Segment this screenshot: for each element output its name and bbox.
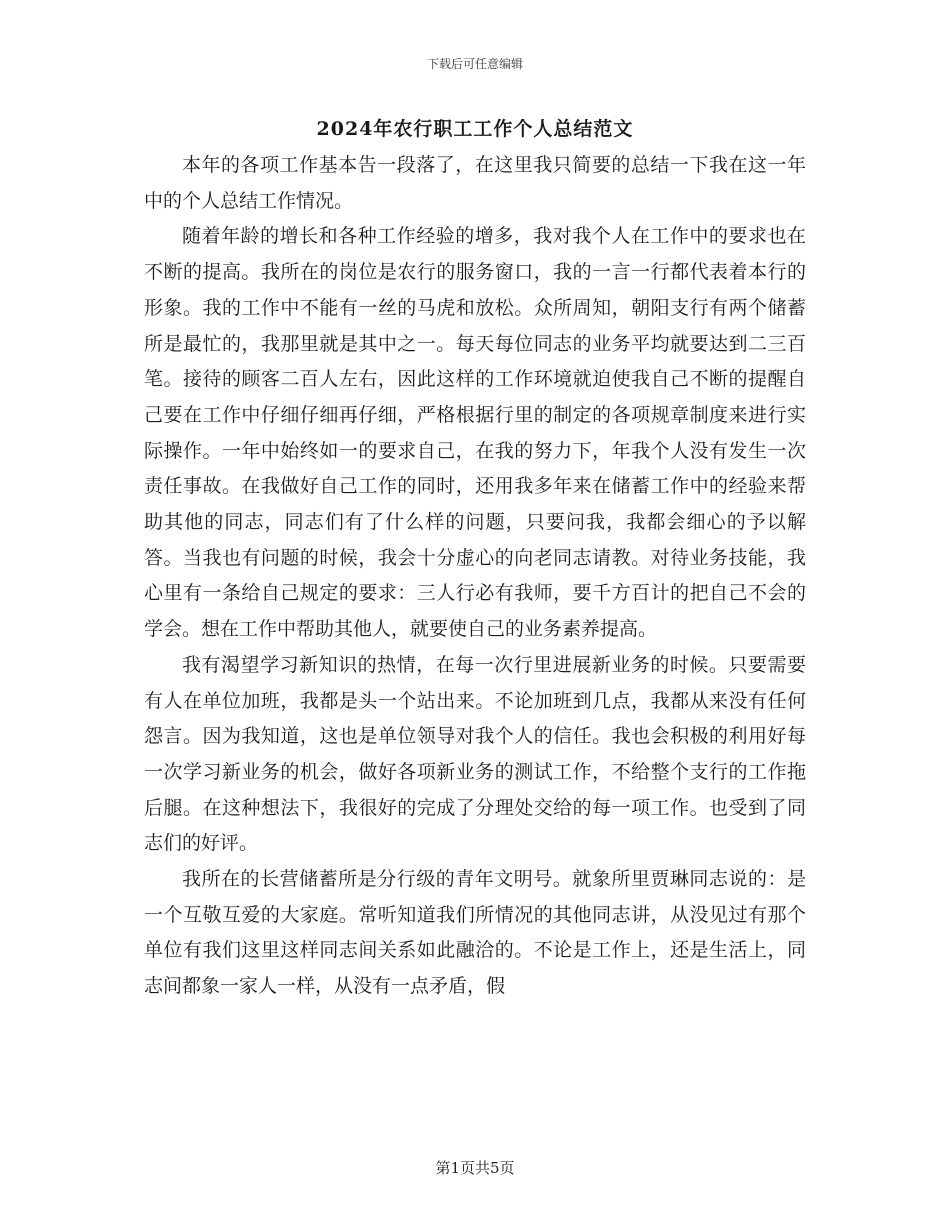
page-header-note: 下载后可任意编辑 — [426, 57, 523, 71]
paragraph-team: 我所在的长营储蓄所是分行级的青年文明号。就象所里贾琳同志说的：是一个互敬互爱的大家庭。常听知道我们所情况的其他同志讲，从没见过有那个单位有我们这里这样同志间关系如此融洽的。不论是工作上，还是生活上，同志间都象一家人一样，从没有一点矛盾，假 — [144, 868, 806, 998]
paragraph-learning: 我有渴望学习新知识的热情，在每一次行里进展新业务的时候。只要需要有人在单位加班，我都是头一个站出来。不论加班到几点，我都从来没有任何怨言。因为我知道，这也是单位领导对我个人的信任。我也会积极的利用好每一次学习新业务的机会，做好各项新业务的测试工作，不给整个支行的工作拖后腿。在这种想法下，我很好的完成了分理处交给的每一项工作。也受到了同志们的好评。 — [144, 653, 806, 855]
document-title: 2024年农行职工工作个人总结范文 — [316, 118, 634, 140]
page-number: 第1页共5页 — [435, 1159, 515, 1177]
paragraph-intro: 本年的各项工作基本告一段落了，在这里我只简要的总结一下我在这一年中的个人总结工作情况。 — [144, 154, 806, 212]
document-body — [144, 148, 806, 1005]
paragraph-work-requirements: 随着年龄的增长和各种工作经验的增多，我对我个人在工作中的要求也在不断的提高。我所在的岗位是农行的服务窗口，我的一言一行都代表着本行的形象。我的工作中不能有一丝的马虎和放松。众所周知，朝阳支行有两个储蓄所是最忙的，我那里就是其中之一。每天每位同志的业务平均就要达到二三百笔。接待的顾客二百人左右，因此这样的工作环境就迫使我自己不断的提醒自己要在工作中仔细仔细再仔细，严格根据行里的制定的各项规章制度来进行实际操作。一年中始终如一的要求自己，在我的努力下，年我个人没有发生一次责任事故。在我做好自己工作的同时，还用我多年来在储蓄工作中的经验来帮助其他的同志，同志们有了什么样的问题，只要问我，我都会细心的予以解答。当我也有问题的时候，我会十分虚心的向老同志请教。对待业务技能，我心里有一条给自己规定的要求：三人行必有我师，要千方百计的把自己不会的学会。想在工作中帮助其他人，就要使自己的业务素养提高。 — [144, 225, 806, 641]
